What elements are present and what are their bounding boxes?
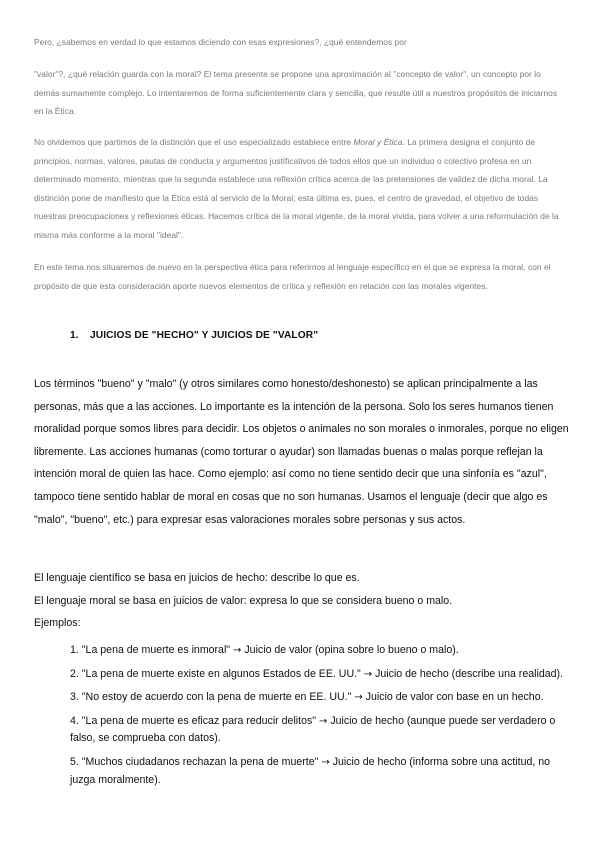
example-number: 5. [70, 755, 79, 768]
arrow-right-icon: → [321, 756, 330, 768]
moral-ethics-text-start: No olvidemos que partimos de la distinción que el uso especializado establece entre [34, 137, 354, 147]
section-heading [70, 330, 318, 341]
section-number: 1. [70, 330, 79, 341]
section-title: JUICIOS DE "HECHO" Y JUICIOS DE "VALOR" [90, 330, 319, 341]
example-result: Juicio de hecho (informa sobre una actitud, no juzga moralmente). [70, 755, 551, 786]
arrow-right-icon: → [319, 715, 328, 727]
topic-paragraph: En este tema nos situaremos de nuevo en la perspectiva ética para referirnos al lenguaje específico en el que se expresa la moral, con el propósito de que esta consideración aporte nuevos elementos de crítica y reflexión en relación con las morales vigentes. [34, 262, 551, 291]
example-quote: "La pena de muerte existe en algunos Estados de EE. UU." [81, 667, 361, 680]
arrow-right-icon: → [354, 692, 363, 704]
example-quote: "La pena de muerte es inmoral" [81, 644, 231, 656]
terms-paragraph: Los términos "bueno" y "malo" (y otros similares como honesto/deshonesto) se aplican principalmente a las personas, más que a las acciones. Lo importante es la intención de la persona. Solo los seres humanos tienen moralidad porque somos libres para decidir. Los objetos o animales no son morales o inmorales, porque no eligen libremente. Las acciones humanas (como torturar o ayudar) son llamadas buenas o malas porque reflejan la intención moral de quien las hace. Como ejemplo: así como no tiene sentido decir que una sinfonía es "azul", tampoco tiene sentido hablar de moral en cosas que no son humanas. Usamos el lenguaje (decir que algo es "malo", "bueno", etc.) para expresar esas valoraciones morales sobre personas y sus actos. [34, 378, 569, 526]
moral-language-line: El lenguaje moral se basa en juicios de valor: expresa lo que se considera bueno o malo. [34, 595, 453, 607]
example-quote: "No estoy de acuerdo con la pena de muerte en EE. UU." [81, 691, 352, 704]
intro-paragraph: Pero, ¿sabemos en verdad lo que estamos diciendo con esas expresiones?, ¿qué entendemos por [34, 37, 407, 47]
example-result: Juicio de valor con base en un hecho. [365, 691, 544, 704]
arrow-right-icon: → [233, 645, 242, 656]
moral-ethics-text-end: . La primera designa el conjunto de principios, normas, valores, pautas de conducta y argumentos justificativos de todos ellos que un individuo o colectivo profesa en un determinado momento, mientras que la segunda establece una reflexión crítica acerca de las pretensiones de validez de dicha moral. La distinción pone de manifiesto que la Ética está al servicio de la Moral; esta última es, pues, el centro de gravedad, el objetivo de todas nuestras preocupaciones y reflexiones éticas. Hacemos crítica de la moral vigente, de la moral vivida, para volver a una reformulación de la misma más conforme a la moral "ideal". [34, 137, 559, 240]
examples-list [70, 642, 570, 795]
example-quote: "Muchos ciudadanos rechazan la pena de muerte" [81, 755, 319, 768]
list-item [70, 713, 570, 748]
list-item [70, 689, 570, 707]
examples-label: Ejemplos: [34, 617, 81, 629]
example-result: Juicio de hecho (aunque puede ser verdadero o falso, se comprueba con datos). [70, 714, 556, 745]
moral-ethics-italic-term: Moral y Ética [353, 137, 403, 147]
list-item [70, 642, 570, 660]
moral-ethics-paragraph [34, 133, 568, 245]
example-result: Juicio de valor (opina sobre lo bueno o malo). [244, 644, 459, 656]
scientific-language-line: El lenguaje científico se basa en juicios de hecho: describe lo que es. [34, 572, 360, 584]
list-item [70, 666, 570, 684]
example-quote: "La pena de muerte es eficaz para reducir delitos" [81, 714, 317, 727]
example-number: 1. [70, 644, 79, 656]
example-result: Juicio de hecho (describe una realidad). [375, 667, 563, 680]
valor-concept-paragraph: "valor"?, ¿qué relación guarda con la moral? El tema presente se propone una aproximación al "concepto de valor", un concepto por lo demás sumamente complejo. Lo intentaremos de forma suficientemente clara y sencilla, que resulte útil a nuestros propósitos de iniciarnos en la Ética. [34, 69, 558, 117]
list-item [70, 754, 570, 789]
example-number: 2. [70, 667, 79, 680]
example-number: 3. [70, 691, 79, 704]
example-number: 4. [70, 714, 79, 727]
arrow-right-icon: → [363, 668, 373, 680]
